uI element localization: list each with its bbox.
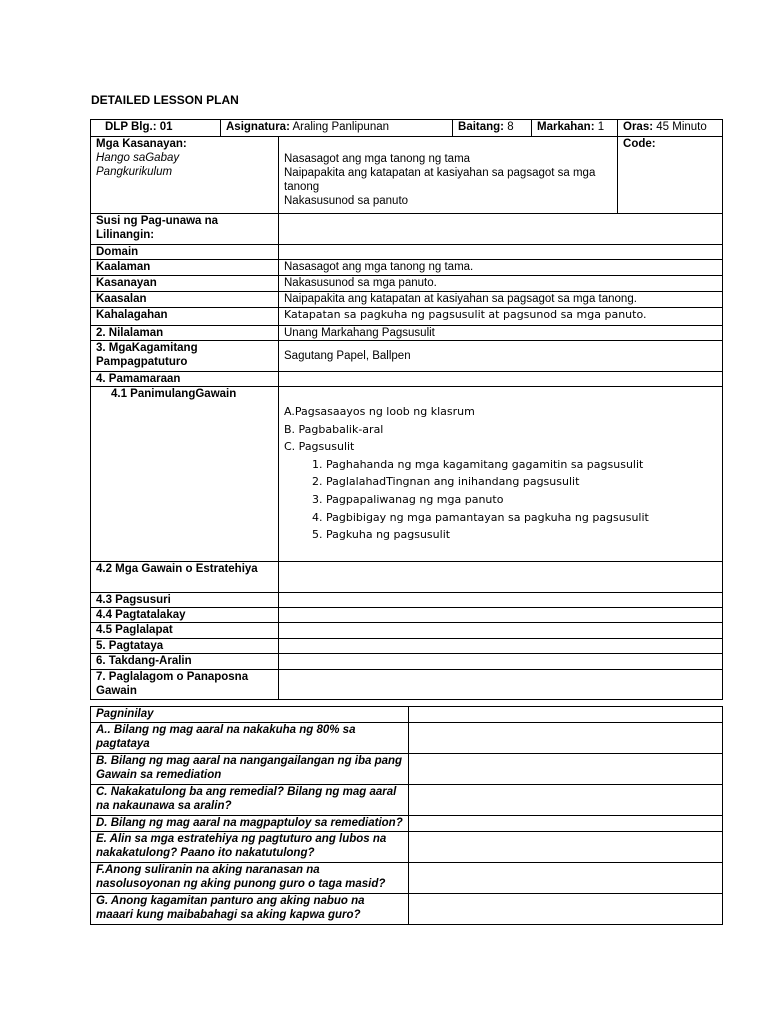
kaasalan-row: Kaasalan Naipapakita ang katapatan at kasiyahan sa pagsagot sa mga tanong. <box>91 292 723 308</box>
pagninilay-header: Pagninilay <box>91 707 723 723</box>
code-cell: Code: <box>618 137 723 214</box>
panimula-content: A.Pagsasaayos ng loob ng klasrum B. Pagbabalik-aral C. Pagsusulit 1. Paghahanda ng mga kagamitang gagamitin sa pagsusulit 2. PaglalahadTingnan ang inihandang pagsusulit 3. Pagpapaliwanag ng mga panuto 4. Pagbibigay ng mga pamantayan sa pagkuha ng pagsusulit 5. Pagkuha ng pagsusulit <box>279 387 723 562</box>
pagninilay-item: C. Nakakatulong ba ang remedial? Bilang ng mag aaral na nakaunawa sa aralin? <box>91 785 723 816</box>
gawain-row: 4.2 Mga Gawain o Estratehiya <box>91 562 723 593</box>
panimula-row: 4.1 PanimulangGawain A.Pagsasaayos ng loob ng klasrum B. Pagbabalik-aral C. Pagsusulit 1. Paghahanda ng mga kagamitang gagamitin sa pagsusulit 2. PaglalahadTingnan ang inihandang pagsusulit 3. Pagpapaliwanag ng mga panuto 4. Pagbibigay ng mga pamantayan sa pagkuha ng pagsusulit 5. Pagkuha ng pagsusulit <box>91 387 723 562</box>
kagamitan-row: 3. MgaKagamitang Pampagpatuturo Sagutang Papel, Ballpen <box>91 341 723 372</box>
kasanayan-line-1: Nasasagot ang mga tanong ng tama <box>284 153 471 165</box>
lesson-plan-table <box>90 119 723 700</box>
pagsusuri-row: 4.3 Pagsusuri <box>91 593 723 608</box>
pagninilay-item: G. Anong kagamitan panturo ang aking nabuo na maaari kung maibabahagi sa aking kapwa guro? <box>91 894 723 925</box>
pagninilay-item: E. Alin sa mga estratehiya ng pagtuturo ang lubos na nakakatulong? Paano ito nakatutulong? <box>91 832 723 863</box>
pagninilay-item: D. Bilang ng mag aaral na magpaptuloy sa remediation? <box>91 816 723 832</box>
pagninilay-item: F.Anong suliranin na aking naranasan na nasolusoyonan ng aking punong guro o taga masid? <box>91 863 723 894</box>
kasanayan-domain-row: Kasanayan Nakasusunod sa mga panuto. <box>91 276 723 292</box>
pamamaraan-row: 4. Pamamaraan <box>91 372 723 387</box>
pagtataya-row: 5. Pagtataya <box>91 639 723 654</box>
kasanayan-row <box>91 137 723 214</box>
kasanayan-label-cell: Mga Kasanayan: Hango saGabay Pangkurikulum <box>91 137 279 214</box>
kasanayan-value-cell <box>279 137 618 214</box>
dlp-cell: DLP Blg.: 01 <box>91 120 221 137</box>
document-title: DETAILED LESSON PLAN <box>91 93 239 107</box>
paglalagom-row: 7. Paglalagom o Panaposna Gawain <box>91 670 723 700</box>
pagninilay-item: A.. Bilang ng mag aaral na nakakuha ng 80% sa pagtataya <box>91 723 723 754</box>
paglalapat-row: 4.5 Paglalapat <box>91 623 723 639</box>
pagsusulit-steps: 1. Paghahanda ng mga kagamitang gagamitin sa pagsusulit 2. PaglalahadTingnan ang inihandang pagsusulit 3. Pagpapaliwanag ng mga panuto 4. Pagbibigay ng mga pamantayan sa pagkuha ng pagsusulit 5. Pagkuha ng pagsusulit <box>284 456 717 544</box>
nilalaman-row: 2. Nilalaman Unang Markahang Pagsusulit <box>91 326 723 341</box>
kahalagahan-row: Kahalagahan Katapatan sa pagkuha ng pagsusulit at pagsunod sa mga panuto. <box>91 308 723 326</box>
markahan-cell: Markahan: 1 <box>532 120 618 137</box>
asignatura-cell: Asignatura: Araling Panlipunan <box>221 120 453 137</box>
pagninilay-table <box>90 706 723 925</box>
susi-row: Susi ng Pag-unawa na Lilinangin: <box>91 214 723 245</box>
header-row <box>91 120 723 137</box>
kasanayan-line-3: Nakasusunod sa panuto <box>284 195 409 207</box>
domain-row: Domain <box>91 245 723 260</box>
takdang-row: 6. Takdang-Aralin <box>91 654 723 670</box>
kasanayan-line-2: Naipapakita ang katapatan at kasiyahan sa pagsagot sa mga tanong <box>284 167 596 193</box>
oras-cell: Oras: 45 Minuto <box>618 120 723 137</box>
pagtatalakay-row: 4.4 Pagtatalakay <box>91 608 723 623</box>
pagninilay-item: B. Bilang ng mag aaral na nangangailangan ng iba pang Gawain sa remediation <box>91 754 723 785</box>
kaalaman-row: Kaalaman Nasasagot ang mga tanong ng tama. <box>91 260 723 276</box>
baitang-cell: Baitang: 8 <box>453 120 532 137</box>
